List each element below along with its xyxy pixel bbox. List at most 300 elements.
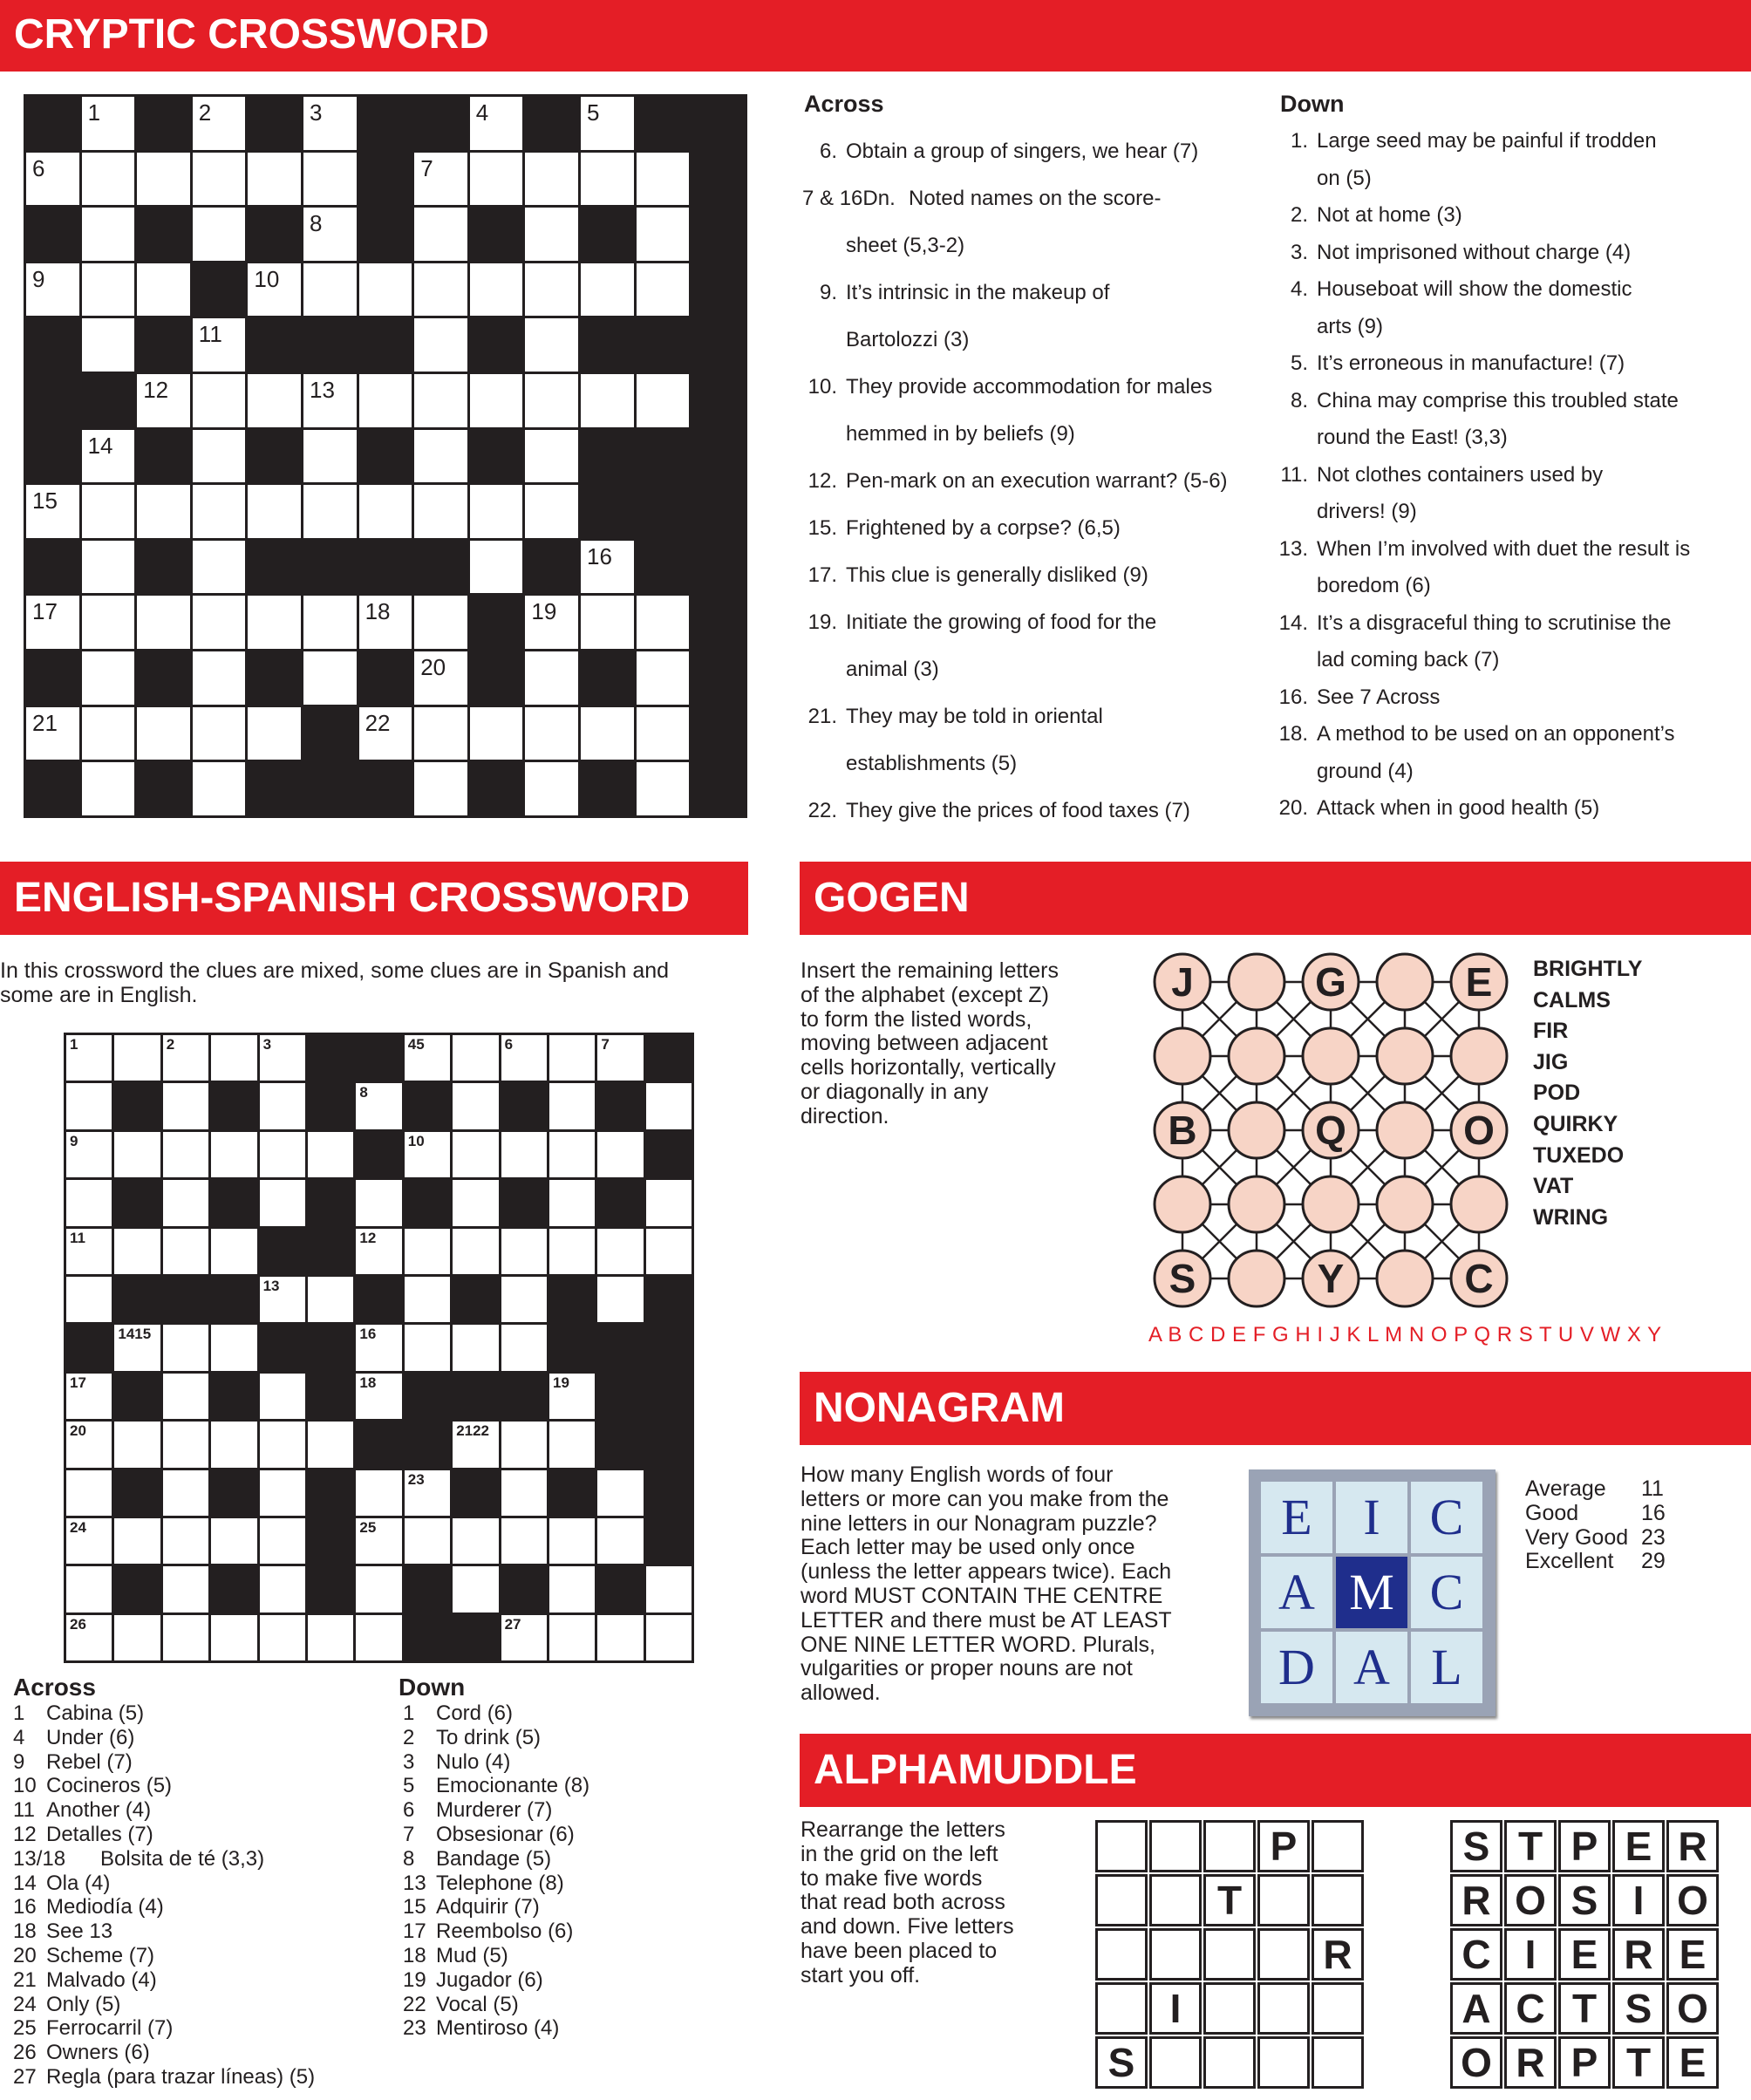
gogen-cell[interactable]	[1303, 1028, 1359, 1084]
english-spanish-cell[interactable]	[260, 1132, 305, 1177]
cryptic-cell[interactable]	[359, 263, 412, 317]
english-spanish-cell[interactable]	[163, 1470, 208, 1516]
english-spanish-cell[interactable]	[501, 1035, 547, 1081]
cryptic-cell[interactable]	[82, 707, 135, 760]
cryptic-cell[interactable]	[470, 485, 523, 538]
english-spanish-cell[interactable]	[549, 1083, 595, 1128]
cryptic-cell[interactable]	[303, 97, 357, 150]
english-spanish-cell[interactable]	[405, 1229, 450, 1274]
cryptic-cell[interactable]	[525, 153, 578, 206]
cryptic-across-clue-text: animal (3)	[846, 658, 939, 681]
english-spanish-cell[interactable]	[260, 1470, 305, 1516]
cryptic-cell[interactable]	[637, 208, 690, 261]
cryptic-cell[interactable]	[637, 707, 690, 760]
gogen-cell[interactable]	[1377, 954, 1433, 1010]
english-spanish-cell[interactable]	[114, 1422, 160, 1467]
cryptic-cell[interactable]	[82, 596, 135, 649]
alphamuddle-solution-cell[interactable]: S	[1095, 2036, 1148, 2089]
english-spanish-cell[interactable]	[66, 1132, 112, 1177]
english-spanish-cell[interactable]	[501, 1325, 547, 1370]
cryptic-cell[interactable]	[193, 762, 246, 815]
cryptic-cell[interactable]	[414, 596, 467, 649]
english-spanish-cell[interactable]	[211, 1615, 256, 1660]
cryptic-cell[interactable]	[193, 541, 246, 594]
alphamuddle-instruction-line: in the grid on the left	[801, 1841, 998, 1866]
nonagram-score-label: Average	[1525, 1476, 1606, 1501]
cryptic-cell[interactable]	[525, 707, 578, 760]
alphamuddle-solution-cell[interactable]	[1312, 1982, 1364, 2035]
cryptic-cell[interactable]	[248, 596, 301, 649]
english-spanish-cell[interactable]	[114, 1518, 160, 1564]
cryptic-down-clue-number: 18.	[1278, 722, 1308, 746]
english-spanish-cell[interactable]	[597, 1132, 643, 1177]
english-spanish-cell[interactable]	[356, 1374, 401, 1419]
cryptic-cell[interactable]	[193, 707, 246, 760]
english-spanish-cell[interactable]	[211, 1325, 256, 1370]
english-spanish-cell[interactable]	[356, 1325, 401, 1370]
english-spanish-cell[interactable]	[597, 1035, 643, 1081]
english-spanish-cell[interactable]	[453, 1325, 498, 1370]
english-spanish-cell[interactable]	[260, 1277, 305, 1322]
english-spanish-cell[interactable]	[66, 1615, 112, 1660]
english-spanish-cell[interactable]	[308, 1422, 353, 1467]
english-spanish-cell[interactable]	[646, 1566, 692, 1612]
cryptic-cell[interactable]	[193, 430, 246, 483]
alphamuddle-solution-cell[interactable]	[1149, 1874, 1202, 1926]
nonagram-cell: L	[1411, 1632, 1482, 1703]
english-spanish-cell[interactable]	[163, 1566, 208, 1612]
english-spanish-cell[interactable]	[66, 1277, 112, 1322]
gogen-cell[interactable]	[1229, 1251, 1284, 1306]
alphamuddle-solution-cell[interactable]	[1203, 2036, 1256, 2089]
english-spanish-down-clue-number: 7	[403, 1823, 415, 1846]
english-spanish-cell[interactable]	[163, 1035, 208, 1081]
cryptic-cell[interactable]	[82, 541, 135, 594]
cryptic-cell[interactable]	[525, 485, 578, 538]
cryptic-down-clue-text: on (5)	[1317, 166, 1372, 190]
cryptic-cell[interactable]	[470, 374, 523, 427]
english-spanish-cell[interactable]	[549, 1132, 595, 1177]
english-spanish-cell[interactable]	[211, 1132, 256, 1177]
english-spanish-cell[interactable]	[66, 1470, 112, 1516]
cryptic-across-clue-text: Obtain a group of singers, we hear (7)	[846, 140, 1199, 163]
gogen-cell[interactable]	[1451, 1176, 1507, 1232]
english-spanish-cell[interactable]	[453, 1083, 498, 1128]
cryptic-cell[interactable]	[414, 153, 467, 206]
cryptic-cell[interactable]	[137, 374, 190, 427]
english-spanish-cell[interactable]	[260, 1518, 305, 1564]
english-spanish-cell[interactable]	[453, 1035, 498, 1081]
english-spanish-cell[interactable]	[501, 1132, 547, 1177]
cryptic-cell[interactable]	[303, 430, 357, 483]
english-spanish-cell[interactable]	[260, 1422, 305, 1467]
english-spanish-cell[interactable]	[66, 1566, 112, 1612]
english-spanish-cell[interactable]	[163, 1374, 208, 1419]
cryptic-cell[interactable]	[414, 263, 467, 317]
english-spanish-cell[interactable]	[405, 1325, 450, 1370]
english-spanish-cell[interactable]	[597, 1615, 643, 1660]
english-spanish-cell[interactable]	[356, 1518, 401, 1564]
english-spanish-cell[interactable]	[114, 1229, 160, 1274]
cryptic-cell[interactable]	[26, 596, 79, 649]
english-spanish-banner	[0, 862, 748, 935]
english-spanish-cell[interactable]	[405, 1277, 450, 1322]
english-spanish-cell[interactable]	[163, 1229, 208, 1274]
gogen-letter: G	[1315, 959, 1346, 1005]
cryptic-cell[interactable]	[637, 374, 690, 427]
cryptic-cell[interactable]	[82, 762, 135, 815]
english-spanish-cell[interactable]	[211, 1035, 256, 1081]
cryptic-cell[interactable]	[414, 485, 467, 538]
cryptic-cell[interactable]	[248, 263, 301, 317]
gogen-cell[interactable]	[1451, 1028, 1507, 1084]
cryptic-cell[interactable]	[303, 596, 357, 649]
english-spanish-cell[interactable]	[66, 1083, 112, 1128]
cryptic-cell[interactable]	[26, 707, 79, 760]
english-spanish-down-clue-number: 13	[403, 1871, 426, 1895]
cryptic-cell[interactable]	[82, 485, 135, 538]
cryptic-across-clue-text: Frightened by a corpse? (6,5)	[846, 516, 1121, 540]
cryptic-cell[interactable]	[414, 651, 467, 705]
cryptic-cell[interactable]	[359, 485, 412, 538]
cryptic-cell[interactable]	[525, 318, 578, 372]
cryptic-cell[interactable]	[193, 374, 246, 427]
gogen-cell[interactable]	[1155, 1176, 1210, 1232]
nonagram-score-value: 16	[1641, 1500, 1666, 1525]
alphamuddle-solution-cell[interactable]	[1203, 1982, 1256, 2035]
english-spanish-cell[interactable]	[114, 1035, 160, 1081]
alphamuddle-solution-cell[interactable]	[1257, 2036, 1310, 2089]
alphamuddle-solution-cell[interactable]	[1095, 1874, 1148, 1926]
gogen-cell[interactable]	[1229, 1102, 1284, 1158]
cryptic-cell[interactable]	[637, 762, 690, 815]
cryptic-cell[interactable]	[637, 596, 690, 649]
cryptic-cell[interactable]	[248, 153, 301, 206]
cryptic-across-clue-number: 19.	[807, 610, 837, 634]
cryptic-down-clue-number: 16.	[1278, 685, 1308, 709]
alphamuddle-solution-cell[interactable]	[1203, 1820, 1256, 1872]
cryptic-cell[interactable]	[303, 374, 357, 427]
english-spanish-cell[interactable]	[405, 1470, 450, 1516]
alphamuddle-solution-cell[interactable]	[1203, 1928, 1256, 1981]
cryptic-cell[interactable]	[82, 208, 135, 261]
cryptic-cell[interactable]	[581, 374, 634, 427]
cryptic-cell[interactable]	[82, 651, 135, 705]
english-spanish-cell[interactable]	[260, 1615, 305, 1660]
cryptic-cell[interactable]	[637, 263, 690, 317]
gogen-word: BRIGHTLY	[1533, 957, 1643, 981]
alphamuddle-solution-cell[interactable]	[1149, 2036, 1202, 2089]
cryptic-cell[interactable]	[137, 707, 190, 760]
gogen-instruction-line: or diagonally in any	[801, 1080, 989, 1104]
cryptic-cell[interactable]	[248, 485, 301, 538]
nonagram-instruction-line: (unless the letter appears twice). Each	[801, 1559, 1172, 1585]
gogen-cell[interactable]	[1377, 1028, 1433, 1084]
cryptic-down-clue-number: 20.	[1278, 796, 1308, 820]
cryptic-cell[interactable]	[303, 485, 357, 538]
english-spanish-cell[interactable]	[356, 1229, 401, 1274]
alphamuddle-solution-cell[interactable]	[1312, 1874, 1364, 1926]
english-spanish-cell[interactable]	[211, 1229, 256, 1274]
english-spanish-cell[interactable]	[66, 1035, 112, 1081]
gogen-cell[interactable]	[1229, 954, 1284, 1010]
english-spanish-cell[interactable]	[501, 1615, 547, 1660]
cryptic-cell[interactable]	[26, 263, 79, 317]
alphamuddle-solution-cell[interactable]	[1095, 1928, 1148, 1981]
alphamuddle-solution-cell[interactable]	[1312, 2036, 1364, 2089]
cryptic-cell[interactable]	[637, 153, 690, 206]
cryptic-cell[interactable]	[193, 485, 246, 538]
english-spanish-cell[interactable]	[549, 1180, 595, 1225]
english-spanish-cell[interactable]	[453, 1422, 498, 1467]
cryptic-cell[interactable]	[193, 153, 246, 206]
cryptic-cell[interactable]	[581, 263, 634, 317]
english-spanish-cell[interactable]	[356, 1180, 401, 1225]
cryptic-cell[interactable]	[82, 263, 135, 317]
cryptic-cell[interactable]	[137, 485, 190, 538]
english-spanish-cell[interactable]	[405, 1035, 450, 1081]
english-spanish-cell[interactable]	[66, 1518, 112, 1564]
english-spanish-cell[interactable]	[114, 1615, 160, 1660]
cryptic-cell[interactable]	[26, 485, 79, 538]
cryptic-cell[interactable]	[525, 430, 578, 483]
cryptic-cell[interactable]	[303, 263, 357, 317]
alphamuddle-solution-cell[interactable]	[1149, 1820, 1202, 1872]
cryptic-cell[interactable]	[581, 707, 634, 760]
english-spanish-cell[interactable]	[453, 1229, 498, 1274]
english-spanish-cell[interactable]	[114, 1325, 160, 1370]
cryptic-cell[interactable]	[137, 153, 190, 206]
gogen-word: POD	[1533, 1081, 1581, 1106]
cryptic-across-clue-number: 12.	[807, 469, 837, 493]
english-spanish-cell[interactable]	[646, 1083, 692, 1128]
gogen-cell[interactable]	[1155, 1028, 1210, 1084]
english-spanish-cell[interactable]	[453, 1518, 498, 1564]
english-spanish-cell[interactable]	[66, 1374, 112, 1419]
gogen-cell[interactable]	[1229, 1028, 1284, 1084]
alphamuddle-solution-cell[interactable]	[1257, 1874, 1310, 1926]
alphamuddle-solution-cell[interactable]	[1312, 1820, 1364, 1872]
cryptic-cell[interactable]	[414, 430, 467, 483]
english-spanish-across-clue-number: 27	[13, 2065, 37, 2089]
english-spanish-down-clue-number: 15	[403, 1895, 426, 1919]
english-spanish-cell[interactable]	[549, 1615, 595, 1660]
gogen-banner	[800, 862, 1751, 935]
cryptic-across-clue-text: Pen-mark on an execution warrant? (5-6)	[846, 469, 1228, 493]
cryptic-cell[interactable]	[248, 707, 301, 760]
cryptic-cell[interactable]	[82, 318, 135, 372]
english-spanish-cell[interactable]	[597, 1470, 643, 1516]
gogen-letter: Q	[1315, 1108, 1346, 1153]
english-spanish-cell[interactable]	[211, 1422, 256, 1467]
cryptic-cell[interactable]	[82, 153, 135, 206]
alphamuddle-solution-cell[interactable]: R	[1312, 1928, 1364, 1981]
english-spanish-cell[interactable]	[260, 1374, 305, 1419]
cryptic-cell[interactable]	[137, 596, 190, 649]
english-spanish-cell[interactable]	[211, 1518, 256, 1564]
cryptic-cell[interactable]	[82, 97, 135, 150]
english-spanish-across-heading: Across	[13, 1674, 96, 1701]
alphamuddle-solution-cell[interactable]	[1149, 1928, 1202, 1981]
alphamuddle-letter-cell: S	[1450, 1820, 1502, 1872]
cryptic-cell[interactable]	[581, 97, 634, 150]
cryptic-cell[interactable]	[525, 208, 578, 261]
english-spanish-cell[interactable]	[356, 1470, 401, 1516]
english-spanish-cell[interactable]	[163, 1325, 208, 1370]
alphamuddle-instruction-line: and down. Five letters	[801, 1914, 1014, 1940]
english-spanish-cell[interactable]	[549, 1566, 595, 1612]
english-spanish-down-clue-text: Vocal (5)	[436, 1992, 519, 2016]
english-spanish-cell[interactable]	[501, 1518, 547, 1564]
english-spanish-cell[interactable]	[66, 1422, 112, 1467]
english-spanish-down-clue-number: 22	[403, 1992, 426, 2016]
alphamuddle-solution-cell[interactable]	[1095, 1820, 1148, 1872]
cryptic-cell[interactable]	[137, 263, 190, 317]
english-spanish-across-clue-number: 26	[13, 2041, 37, 2065]
cryptic-cell[interactable]	[525, 263, 578, 317]
gogen-cell[interactable]	[1303, 1176, 1359, 1232]
english-spanish-cell[interactable]	[308, 1277, 353, 1322]
english-spanish-cell[interactable]	[549, 1422, 595, 1467]
cryptic-cell[interactable]	[470, 263, 523, 317]
cryptic-cell[interactable]	[581, 153, 634, 206]
cryptic-cell[interactable]	[525, 651, 578, 705]
cryptic-cell[interactable]	[82, 430, 135, 483]
english-spanish-cell[interactable]	[163, 1615, 208, 1660]
english-spanish-cell[interactable]	[356, 1615, 401, 1660]
english-spanish-cell[interactable]	[260, 1083, 305, 1128]
cryptic-cell[interactable]	[359, 374, 412, 427]
cryptic-cell[interactable]	[637, 651, 690, 705]
english-spanish-cell[interactable]	[308, 1132, 353, 1177]
english-spanish-cell[interactable]	[453, 1132, 498, 1177]
alphamuddle-solution-cell[interactable]	[1257, 1928, 1310, 1981]
english-spanish-cell[interactable]	[405, 1132, 450, 1177]
english-spanish-cell[interactable]	[405, 1518, 450, 1564]
english-spanish-cell[interactable]	[163, 1132, 208, 1177]
alphamuddle-solution-cell[interactable]	[1257, 1982, 1310, 2035]
cryptic-cell[interactable]	[470, 153, 523, 206]
cryptic-across-clue-number: 21.	[807, 705, 837, 728]
gogen-cell[interactable]	[1229, 1176, 1284, 1232]
cryptic-clue-number: 3	[310, 99, 323, 126]
alphamuddle-letter-cell: R	[1504, 2036, 1557, 2089]
nonagram-title: NONAGRAM	[814, 1385, 1065, 1431]
gogen-instruction-line: of the alphabet (except Z)	[801, 982, 1049, 1007]
cryptic-cell[interactable]	[414, 707, 467, 760]
english-spanish-cell[interactable]	[260, 1180, 305, 1225]
cryptic-cell[interactable]	[303, 153, 357, 206]
gogen-cell[interactable]	[1377, 1251, 1433, 1306]
english-spanish-cell[interactable]	[453, 1180, 498, 1225]
english-spanish-cell[interactable]	[597, 1277, 643, 1322]
english-spanish-cell[interactable]	[597, 1518, 643, 1564]
english-spanish-cell[interactable]	[501, 1277, 547, 1322]
cryptic-cell[interactable]	[470, 541, 523, 594]
cryptic-down-clue-text: Not at home (3)	[1317, 203, 1462, 227]
nonagram-instruction-line: ONE NINE LETTER WORD. Plurals,	[801, 1632, 1155, 1657]
english-spanish-cell[interactable]	[646, 1229, 692, 1274]
english-spanish-cell[interactable]	[114, 1132, 160, 1177]
english-spanish-cell[interactable]	[163, 1180, 208, 1225]
cryptic-cell[interactable]	[581, 596, 634, 649]
cryptic-cell[interactable]	[193, 208, 246, 261]
alphamuddle-solution-cell[interactable]: P	[1257, 1820, 1310, 1872]
nonagram-cell: A	[1336, 1632, 1407, 1703]
cryptic-cell[interactable]	[26, 153, 79, 206]
cryptic-cell[interactable]	[414, 208, 467, 261]
cryptic-cell[interactable]	[359, 596, 412, 649]
english-spanish-cell[interactable]	[549, 1374, 595, 1419]
english-spanish-down-clue-text: Jugador (6)	[436, 1967, 543, 1992]
cryptic-cell[interactable]	[248, 374, 301, 427]
english-spanish-cell[interactable]	[453, 1566, 498, 1612]
english-spanish-cell[interactable]	[356, 1566, 401, 1612]
alphamuddle-letter-cell: R	[1666, 1820, 1719, 1872]
cryptic-cell[interactable]	[193, 318, 246, 372]
gogen-cell[interactable]	[1377, 1102, 1433, 1158]
cryptic-cell[interactable]	[581, 541, 634, 594]
english-spanish-cell[interactable]	[549, 1035, 595, 1081]
english-spanish-cell[interactable]	[356, 1083, 401, 1128]
cryptic-cell[interactable]	[303, 208, 357, 261]
cryptic-cell[interactable]	[414, 318, 467, 372]
english-spanish-cell[interactable]	[646, 1615, 692, 1660]
english-spanish-cell[interactable]	[163, 1422, 208, 1467]
english-spanish-cell[interactable]	[694, 1615, 739, 1660]
nonagram-instruction-line: LETTER and there must be AT LEAST	[801, 1607, 1172, 1633]
english-spanish-cell[interactable]	[501, 1470, 547, 1516]
english-spanish-cell[interactable]	[597, 1229, 643, 1274]
english-spanish-cell[interactable]	[163, 1518, 208, 1564]
english-spanish-cell[interactable]	[646, 1180, 692, 1225]
english-spanish-across-clue-text: Another (4)	[46, 1798, 152, 1823]
cryptic-cell[interactable]	[193, 596, 246, 649]
cryptic-cell[interactable]	[303, 651, 357, 705]
cryptic-cell[interactable]	[193, 651, 246, 705]
english-spanish-clue-number: 18	[359, 1374, 377, 1391]
cryptic-cell[interactable]	[193, 97, 246, 150]
alphamuddle-solution-cell[interactable]: T	[1203, 1874, 1256, 1926]
english-spanish-cell[interactable]	[501, 1229, 547, 1274]
english-spanish-cell[interactable]	[501, 1422, 547, 1467]
gogen-word: JIG	[1533, 1049, 1569, 1074]
english-spanish-cell[interactable]	[260, 1566, 305, 1612]
english-spanish-cell[interactable]	[66, 1180, 112, 1225]
english-spanish-cell[interactable]	[308, 1615, 353, 1660]
english-spanish-cell[interactable]	[549, 1229, 595, 1274]
alphamuddle-solution-cell[interactable]	[1095, 1982, 1148, 2035]
cryptic-across-clue-number: 17.	[807, 563, 837, 587]
gogen-cell[interactable]	[1377, 1176, 1433, 1232]
cryptic-cell[interactable]	[525, 374, 578, 427]
cryptic-cell[interactable]	[525, 762, 578, 815]
cryptic-cell[interactable]	[470, 97, 523, 150]
cryptic-cell[interactable]	[525, 596, 578, 649]
cryptic-cell[interactable]	[414, 374, 467, 427]
cryptic-clue-number: 2	[198, 99, 212, 126]
alphamuddle-solution-cell[interactable]: I	[1149, 1982, 1202, 2035]
cryptic-cell[interactable]	[414, 762, 467, 815]
english-spanish-cell[interactable]	[260, 1035, 305, 1081]
cryptic-cell[interactable]	[359, 707, 412, 760]
english-spanish-down-clue-text: Adquirir (7)	[436, 1895, 540, 1919]
english-spanish-cell[interactable]	[549, 1518, 595, 1564]
cryptic-cell[interactable]	[470, 707, 523, 760]
english-spanish-cell[interactable]	[163, 1083, 208, 1128]
english-spanish-cell[interactable]	[66, 1229, 112, 1274]
cryptic-clue-number: 20	[420, 654, 446, 680]
